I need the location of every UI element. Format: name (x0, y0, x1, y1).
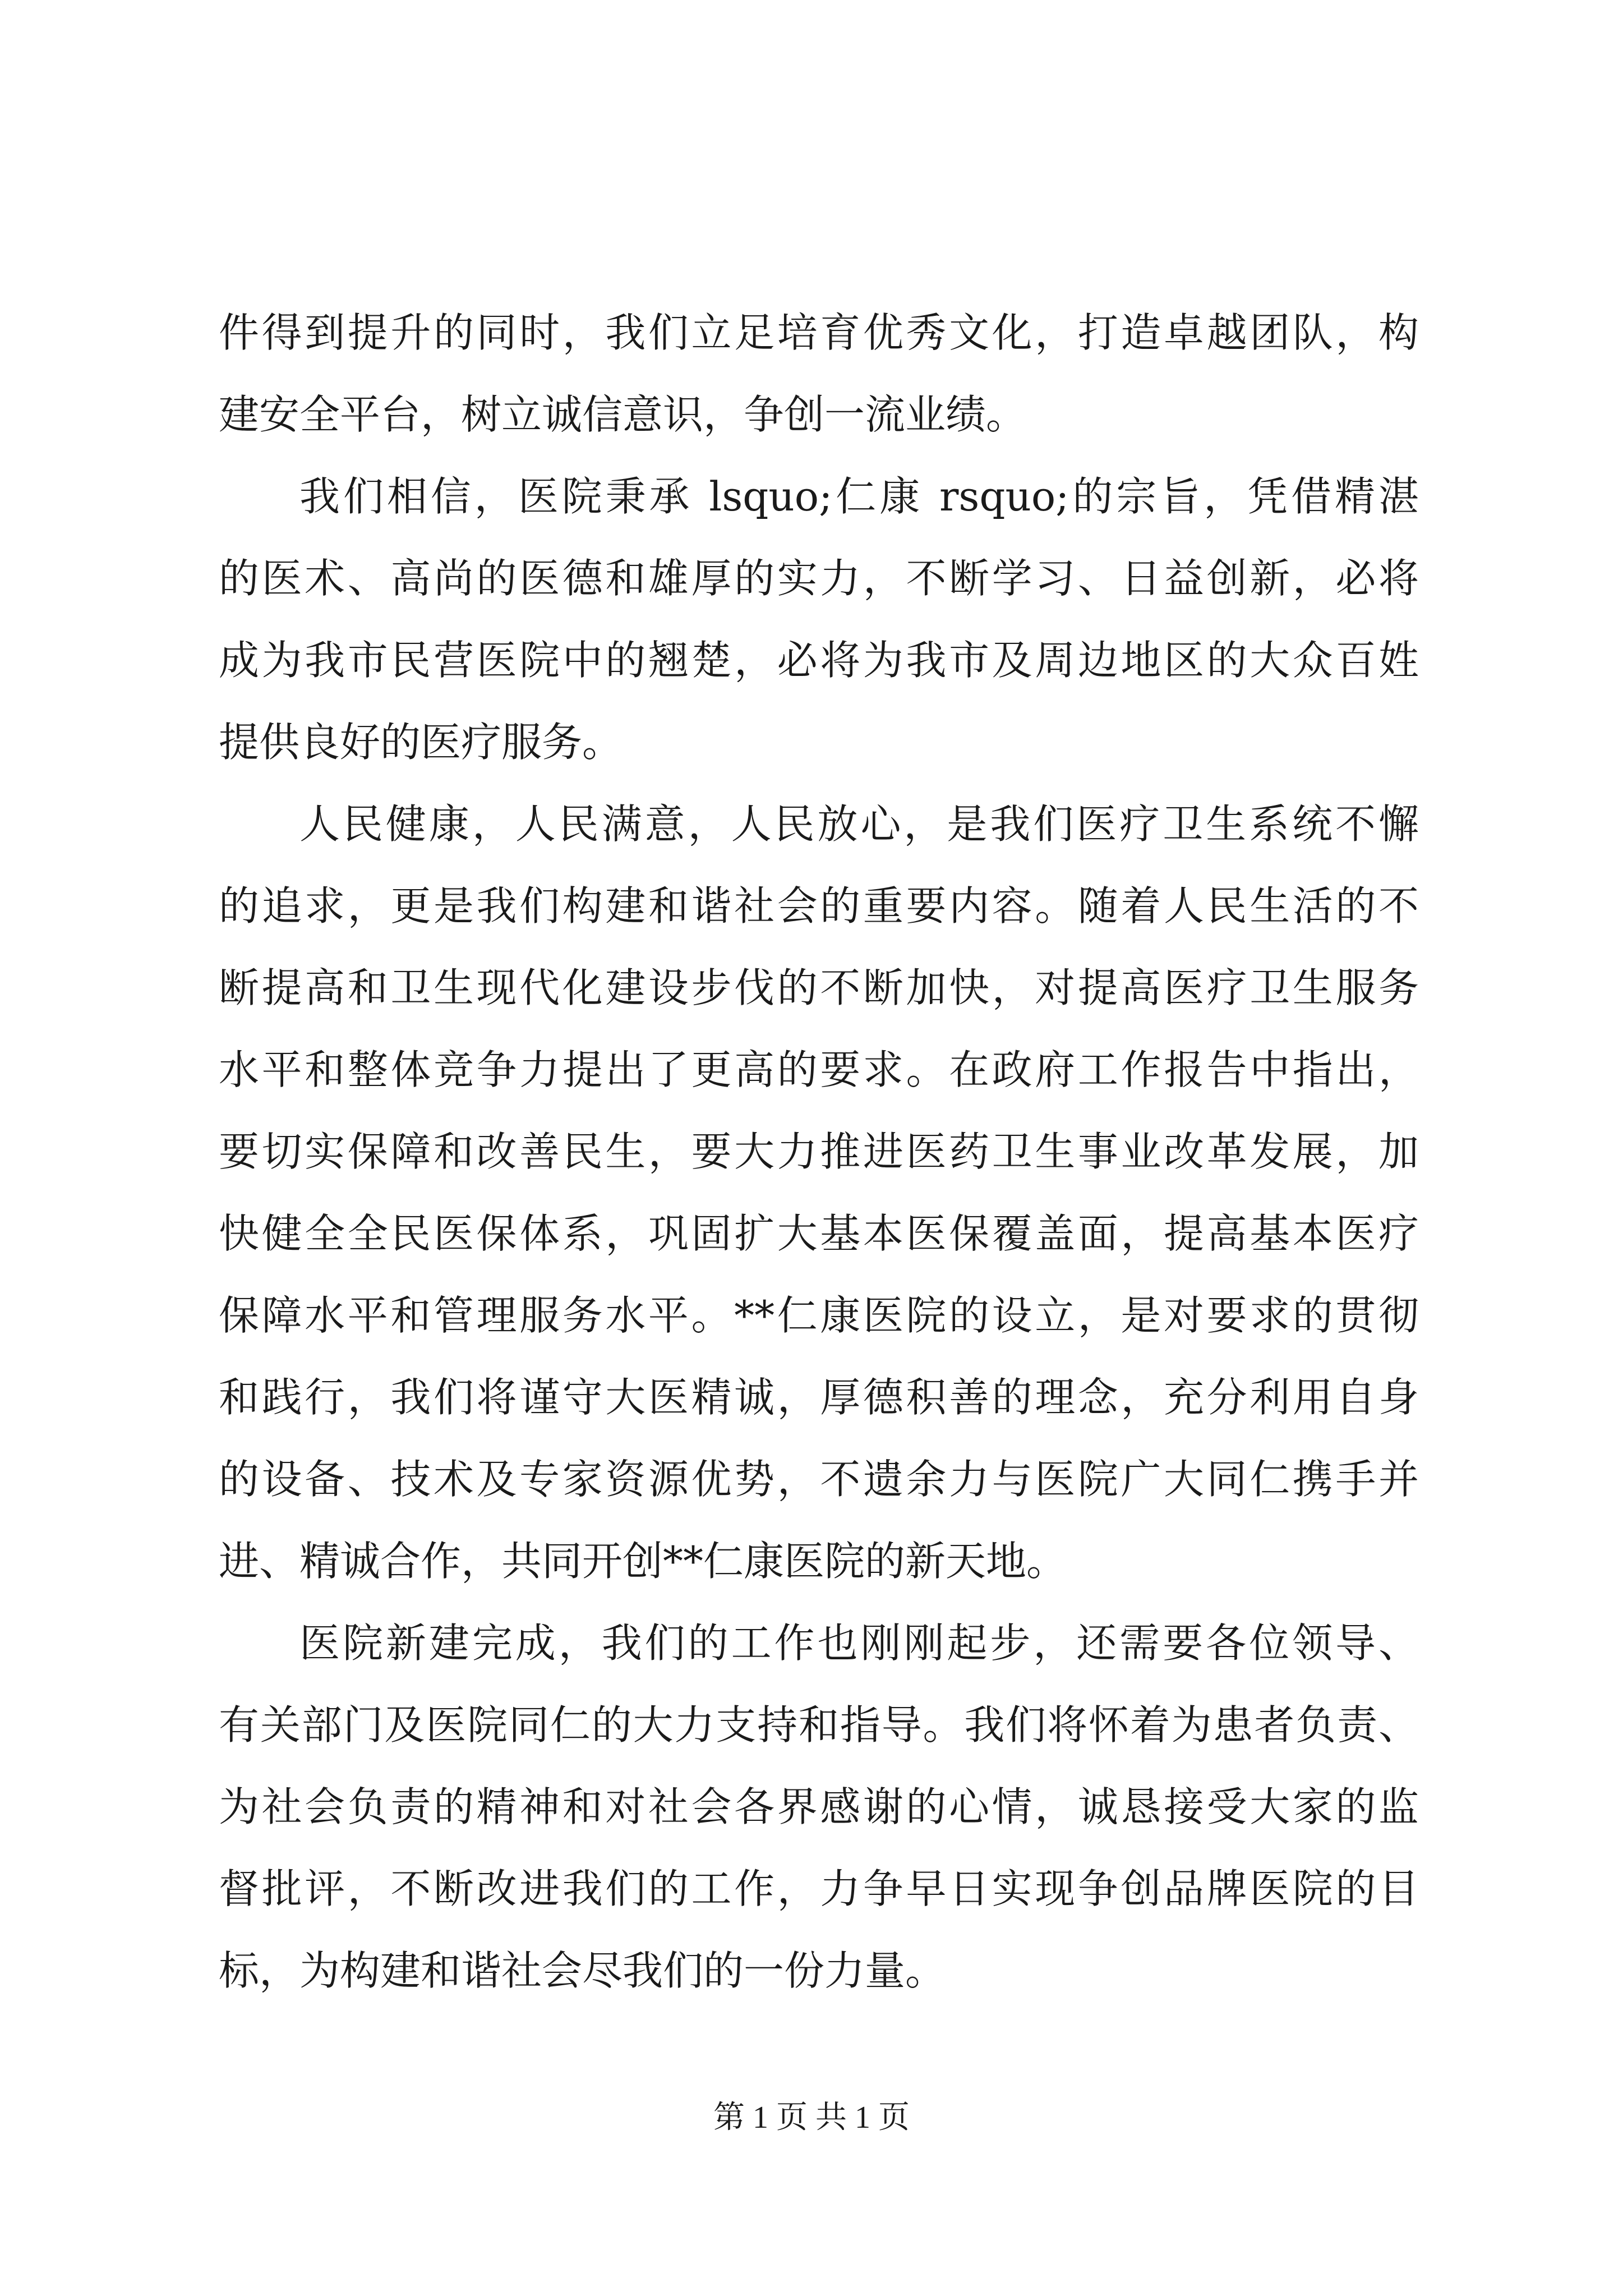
text-line: 和践行，我们将谨守大医精诚，厚德积善的理念，充分利用自身 (219, 1374, 1419, 1421)
text-line: 断提高和卫生现代化建设步伐的不断加快，对提高医疗卫生服务 (219, 964, 1419, 1011)
text-line: 建安全平台，树立诚信意识，争创一流业绩。 (219, 391, 1027, 438)
paragraph-first-line: 医院新建完成，我们的工作也刚刚起步，还需要各位领导、 (299, 1619, 1419, 1667)
text-line: 的设备、技术及专家资源优势，不遗余力与医院广大同仁携手并 (219, 1456, 1419, 1503)
text-line: 件得到提升的同时，我们立足培育优秀文化，打造卓越团队，构 (219, 309, 1419, 356)
text-line: 保障水平和管理服务水平。**仁康医院的设立，是对要求的贯彻 (219, 1292, 1419, 1339)
text-line: 督批评，不断改进我们的工作，力争早日实现争创品牌医院的目 (219, 1865, 1419, 1912)
document-body (219, 292, 1419, 2012)
text-line: 进、精诚合作，共同开创**仁康医院的新天地。 (219, 1538, 1067, 1585)
text-line: 要切实保障和改善民生，要大力推进医药卫生事业改革发展，加 (219, 1128, 1419, 1175)
paragraph-first-line: 人民健康，人民满意，人民放心，是我们医疗卫生系统不懈 (299, 800, 1419, 848)
text-line: 水平和整体竞争力提出了更高的要求。在政府工作报告中指出， (219, 1046, 1419, 1093)
paragraph-first-line: 我们相信，医院秉承 lsquo;仁康 rsquo;的宗旨，凭借精湛 (299, 473, 1419, 520)
text-line: 标，为构建和谐社会尽我们的一份力量。 (219, 1947, 946, 1994)
text-line: 的追求，更是我们构建和谐社会的重要内容。随着人民生活的不 (219, 882, 1419, 930)
text-line: 快健全全民医保体系，巩固扩大基本医保覆盖面，提高基本医疗 (219, 1210, 1419, 1257)
text-line: 提供良好的医疗服务。 (219, 719, 623, 766)
text-line: 成为我市民营医院中的翘楚，必将为我市及周边地区的大众百姓 (219, 637, 1419, 684)
text-line: 的医术、高尚的医德和雄厚的实力，不断学习、日益创新，必将 (219, 555, 1419, 602)
page-number-footer: 第 1 页 共 1 页 (713, 2100, 910, 2135)
text-line: 为社会负责的精神和对社会各界感谢的心情，诚恳接受大家的监 (219, 1783, 1419, 1830)
text-line: 有关部门及医院同仁的大力支持和指导。我们将怀着为患者负责、 (219, 1701, 1419, 1749)
